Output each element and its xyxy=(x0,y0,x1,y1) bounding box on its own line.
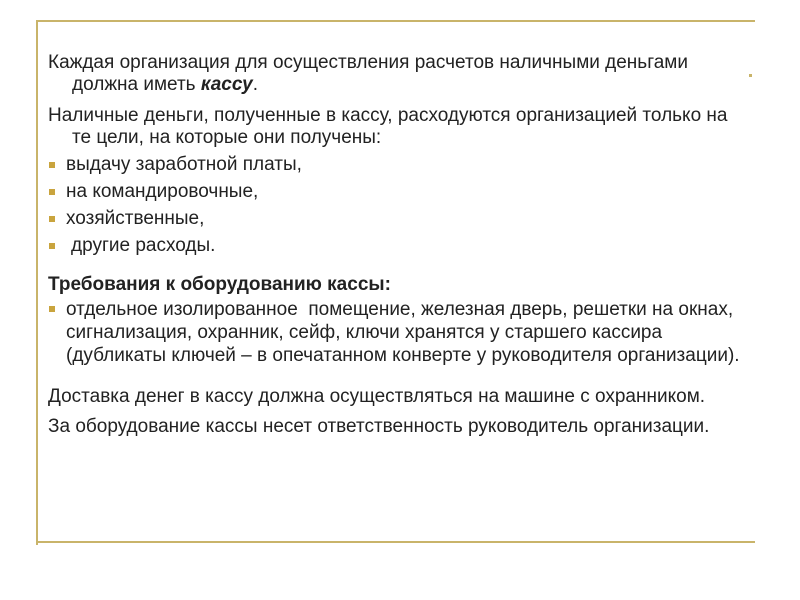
list-item-text: хозяйственные, xyxy=(66,208,205,229)
list-item xyxy=(48,298,748,367)
bullet-icon xyxy=(49,306,55,312)
list-item xyxy=(48,154,748,176)
bullet-icon xyxy=(49,189,55,195)
list-item-text: выдачу заработной платы, xyxy=(66,154,302,175)
responsibility-paragraph: За оборудование кассы несет ответственность руководитель организации. xyxy=(48,416,710,437)
left-rule xyxy=(36,20,38,545)
list-item-text: другие расходы. xyxy=(71,235,216,256)
top-rule xyxy=(36,20,755,22)
requirements-list xyxy=(48,298,748,367)
kassa-emphasis: кассу xyxy=(200,74,253,95)
list-item-text: на командировочные, xyxy=(66,181,259,202)
bullet-icon xyxy=(49,162,55,168)
usage-paragraph: Наличные деньги, полученные в кассу, расходуются организацией только на те цели, на которые они получены: xyxy=(48,105,728,148)
list-item-text: отдельное изолированное помещение, железная дверь, решетки на окнах, сигнализация, охранник, сейф, ключи хранятся у старшего кассира (дубликаты ключей – в опечатанном конверте у руководителя организации). xyxy=(66,299,740,366)
list-item xyxy=(48,208,748,230)
bullet-icon xyxy=(49,243,55,249)
list-item xyxy=(48,181,748,203)
requirements-heading: Требования к оборудованию кассы: xyxy=(48,274,391,295)
decorative-dot xyxy=(749,74,752,77)
usage-list xyxy=(48,154,748,257)
list-item xyxy=(48,235,748,257)
intro-paragraph xyxy=(48,52,748,96)
bullet-icon xyxy=(49,216,55,222)
bottom-rule xyxy=(36,541,755,543)
intro-period: . xyxy=(252,74,259,95)
intro-text: Каждая организация для осуществления расчетов наличными деньгами должна иметь xyxy=(48,52,688,95)
slide-content xyxy=(48,52,748,438)
delivery-paragraph: Доставка денег в кассу должна осуществляться на машине с охранником. xyxy=(48,386,706,407)
